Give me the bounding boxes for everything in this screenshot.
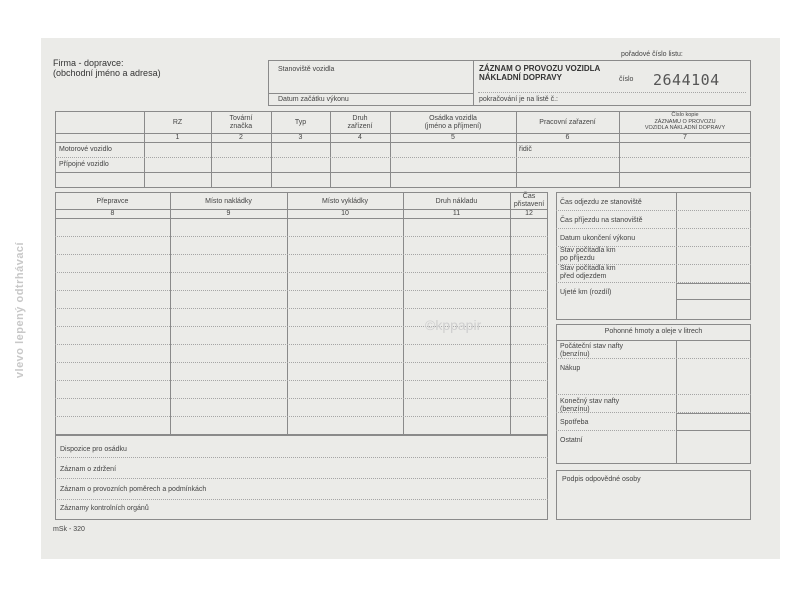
- transport-col-number: 9: [226, 210, 231, 217]
- watermark: ©kppapir: [425, 317, 482, 333]
- vehicle-col-number: 1: [175, 134, 180, 141]
- datum-zacatku-label: Datum začátku výkonu: [278, 96, 349, 103]
- time-item: Stav počítadla km po příjezdu: [560, 247, 616, 262]
- transport-header-prepravce: Přepravce: [96, 198, 129, 205]
- vehicle-header-kopie: Číslo kopie ZÁZNAMU O PROVOZU VOZIDLA NÁKLADNÍ DOPRAVY: [644, 112, 726, 131]
- time-item: Čas odjezdu ze stanoviště: [560, 199, 642, 206]
- transport-header-druh-nakladu: Druh nákladu: [435, 198, 478, 205]
- vehicle-header-typ: Typ: [294, 119, 307, 126]
- pokracovani-label: pokračování je na listě č.:: [479, 96, 558, 103]
- fuel-item-ostatni: Ostatní: [560, 437, 583, 444]
- row-pripojne-vozidlo: Přípojné vozidlo: [59, 161, 109, 168]
- fuel-item: Nákup: [560, 365, 581, 372]
- vehicle-header-zarazeni: Pracovní zařazení: [539, 119, 596, 126]
- side-margin: [0, 200, 40, 420]
- vehicle-col-number: 6: [565, 134, 570, 141]
- transport-col-number: 10: [341, 210, 349, 217]
- ujete-km-field: [676, 283, 751, 300]
- vehicle-header-znacka: Tovární značka: [229, 115, 253, 130]
- fuel-item: Počáteční stav nafty (benzínu): [560, 343, 624, 358]
- transport-header-nakladka: Místo nakládky: [205, 198, 252, 205]
- note-dispozice: Dispozice pro osádku: [60, 446, 127, 453]
- note-zdrzeni: Záznam o zdržení: [60, 466, 117, 473]
- transport-col-number: 8: [110, 210, 115, 217]
- poradove-label: pořadové číslo listu:: [621, 51, 683, 58]
- form-title: ZÁZNAM O PROVOZU VOZIDLA: [479, 64, 601, 73]
- vehicle-header-rz: RZ: [172, 119, 183, 126]
- vehicle-col-number: 3: [298, 134, 303, 141]
- fuel-item: Konečný stav nafty (benzínu): [560, 398, 620, 413]
- ridic-label: řidič: [519, 146, 532, 153]
- firm-label-sub: (obchodní jméno a adresa): [53, 68, 161, 78]
- vehicle-col-number: 2: [239, 134, 243, 141]
- firm-label: Firma - dopravce:: [53, 58, 124, 68]
- row-motorove-vozidlo: Motorové vozidlo: [59, 146, 112, 153]
- vehicle-header-osadka: Osádka vozidla (jméno a příjmení): [424, 115, 482, 130]
- transport-header-vykladka: Místo vykládky: [322, 198, 368, 205]
- fuel-item-spotreba: Spotřeba: [560, 419, 589, 426]
- transport-col-number: 12: [525, 210, 533, 217]
- note-kontrolni-organy: Záznamy kontrolních orgánů: [60, 505, 149, 512]
- form-title-sub: NÁKLADNÍ DOPRAVY: [479, 73, 562, 82]
- cislo-label: číslo: [619, 76, 634, 83]
- time-item-ujete-km: Ujeté km (rozdíl): [560, 289, 612, 296]
- vehicle-col-number: 5: [451, 134, 455, 141]
- time-item: Datum ukončení výkonu: [560, 235, 636, 242]
- note-provozni-pomery: Záznam o provozních poměrech a podmínkách: [60, 486, 207, 493]
- signature-label: Podpis odpovědné osoby: [562, 476, 641, 483]
- fuel-title: Pohonné hmoty a oleje v litrech: [604, 328, 703, 335]
- time-item: Stav počítadla km před odjezdem: [560, 265, 616, 280]
- spotreba-field: [676, 413, 751, 431]
- time-item: Čas příjezdu na stanoviště: [560, 217, 643, 224]
- form-sheet: [41, 38, 780, 559]
- vehicle-col-number: 7: [683, 134, 687, 141]
- transport-col-number: 11: [452, 210, 461, 217]
- vehicle-header-druh: Druh zařízení: [347, 115, 373, 130]
- form-code: mSk - 320: [53, 526, 85, 533]
- stanoviste-label: Stanoviště vozidla: [278, 66, 335, 73]
- form-number: 2644104: [653, 71, 720, 89]
- vehicle-col-number: 4: [358, 134, 362, 141]
- transport-header-cas: Čas přistavení: [513, 193, 545, 208]
- side-note: vlevo lepený odtrhávací: [14, 241, 26, 379]
